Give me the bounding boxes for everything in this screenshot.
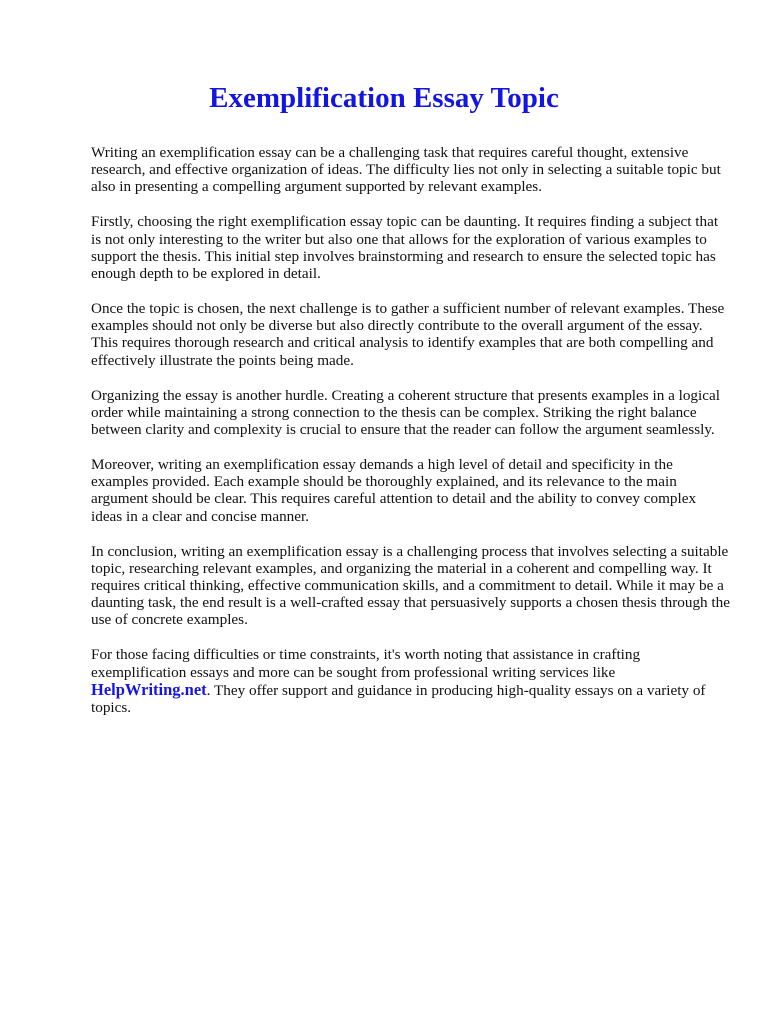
paragraph-7-text-after: . They offer support and guidance in producing high-quality essays on a variety of topics. xyxy=(91,681,706,717)
page-title: Exemplification Essay Topic xyxy=(209,82,559,114)
paragraph-6: In conclusion, writing an exemplification essay is a challenging process that involves selecting a suitable topic, researching relevant examples, and organizing the material in a coherent and compelling way. It requires critical thinking, effective communication skills, and a commitment to detail. While it may be a daunting task, the end result is a well-crafted essay that persuasively supports a chosen thesis through the use of concrete examples. xyxy=(91,542,730,629)
paragraph-4: Organizing the essay is another hurdle. Creating a coherent structure that presents examples in a logical order while maintaining a strong connection to the thesis can be complex. Striking the right balance between clarity and complexity is crucial to ensure that the reader can follow the argument seamlessly. xyxy=(91,386,720,439)
paragraph-7 xyxy=(91,646,731,716)
helpwriting-link[interactable]: HelpWriting.net xyxy=(91,679,207,699)
essay-body xyxy=(91,144,731,734)
paragraph-3: Once the topic is chosen, the next challenge is to gather a sufficient number of relevant examples. These examples should not only be diverse but also directly contribute to the overall argument of the essay. This requires thorough research and critical analysis to identify examples that are both compelling and effectively illustrate the points being made. xyxy=(91,300,725,369)
paragraph-2: Firstly, choosing the right exemplification essay topic can be daunting. It requires finding a subject that is not only interesting to the writer but also one that allows for the exploration of various examples to support the thesis. This initial step involves brainstorming and research to ensure the selected topic has enough depth to be explored in detail. xyxy=(91,213,719,283)
paragraph-1: Writing an exemplification essay can be a challenging task that requires careful thought, extensive research, and effective organization of ideas. The difficulty lies not only in selecting a suitable topic but also in presenting a compelling argument supported by relevant examples. xyxy=(91,144,721,196)
paragraph-7-text-before: For those facing difficulties or time constraints, it's worth noting that assistance in crafting exemplification essays and more can be sought from professional writing services like xyxy=(91,646,641,681)
paragraph-5: Moreover, writing an exemplification essay demands a high level of detail and specificity in the examples provided. Each example should be thoroughly explained, and its relevance to the main argument should be clear. This requires careful attention to detail and the ability to convey complex ideas in a clear and concise manner. xyxy=(91,456,697,525)
